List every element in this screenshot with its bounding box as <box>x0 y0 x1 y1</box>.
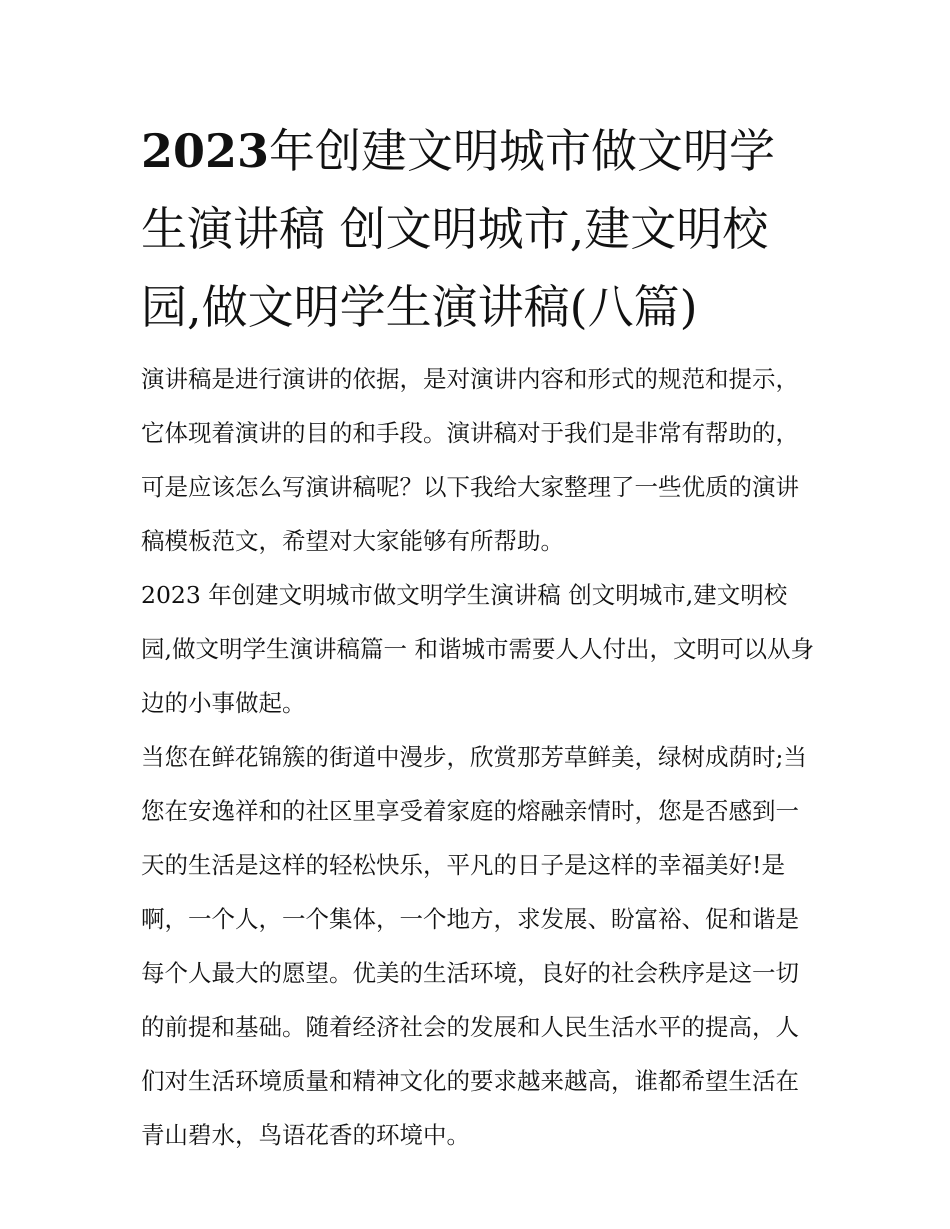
document-content <box>141 112 816 1162</box>
title-text: 年创建文明城市做文明学生演讲稿 创文明城市,建文明校园,做文明学生演讲稿(八篇) <box>141 124 776 334</box>
document-title <box>141 112 816 346</box>
title-year: 2023 <box>141 124 270 178</box>
paragraph-intro: 演讲稿是进行演讲的依据，是对演讲内容和形式的规范和提示，它体现着演讲的目的和手段。演讲稿对于我们是非常有帮助的，可是应该怎么写演讲稿呢？以下我给大家整理了一些优质的演讲稿模板范文，希望对大家能够有所帮助。 <box>141 365 799 555</box>
paragraph-section-heading: 2023 年创建文明城市做文明学生演讲稿 创文明城市,建文明校园,做文明学生演讲稿篇一 和谐城市需要人人付出，文明可以从身边的小事做起。 <box>141 581 814 717</box>
paragraph-body: 当您在鲜花锦簇的街道中漫步，欣赏那芳草鲜美，绿树成荫时;当您在安逸祥和的社区里享受着家庭的熔融亲情时，您是否感到一天的生活是这样的轻松快乐，平凡的日子是这样的幸福美好!是啊，一个人，一个集体，一个地方，求发展、盼富裕、促和谐是每个人最大的愿望。优美的生活环境，良好的社会秩序是这一切的前提和基础。随着经济社会的发展和人民生活水平的提高，人们对生活环境质量和精神文化的要求越来越高，谁都希望生活在青山碧水，鸟语花香的环境中。 <box>141 743 807 1149</box>
